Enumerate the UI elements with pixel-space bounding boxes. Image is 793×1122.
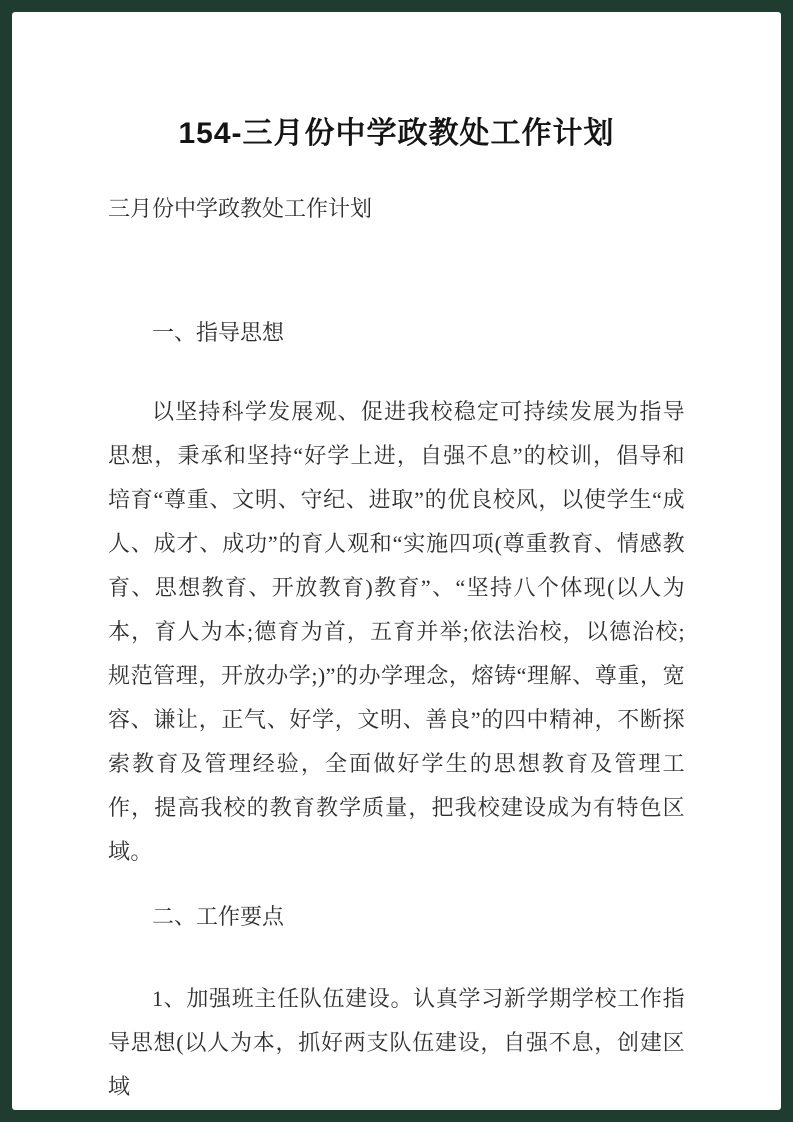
paragraph-work-points: 1、加强班主任队伍建设。认真学习新学期学校工作指导思想(以人为本，抓好两支队伍建设，自强不息，创建区域 [108,986,685,1099]
paragraph-guiding-ideology: 以坚持科学发展观、促进我校稳定可持续发展为指导思想，秉承和坚持“好学上进，自强不息”的校训，倡导和培育“尊重、文明、守纪、进取”的优良校风，以使学生“成人、成才、成功”的育人观和“实施四项(尊重教育、情感教育、思想教育、开放教育)教育”、“坚持八个体现(以人为本，育人为本;德育为首，五育并举;依法治校，以德治校;规范管理，开放办学;)”的办学理念，熔铸“理解、尊重，宽容、谦让，正气、好学，文明、善良”的四中精神，不断探索教育及管理经验，全面做好学生的思想教育及管理工作，提高我校的教育教学质量，把我校建设成为有特色区域。 [108,399,685,864]
document-page [12,12,781,1110]
section-heading-work-points: 二、工作要点 [152,904,285,929]
document-title: 154-三月份中学政教处工作计划 [178,117,615,150]
document-subtitle: 三月份中学政教处工作计划 [108,196,373,221]
section-heading-guiding-ideology: 一、指导思想 [152,320,285,345]
